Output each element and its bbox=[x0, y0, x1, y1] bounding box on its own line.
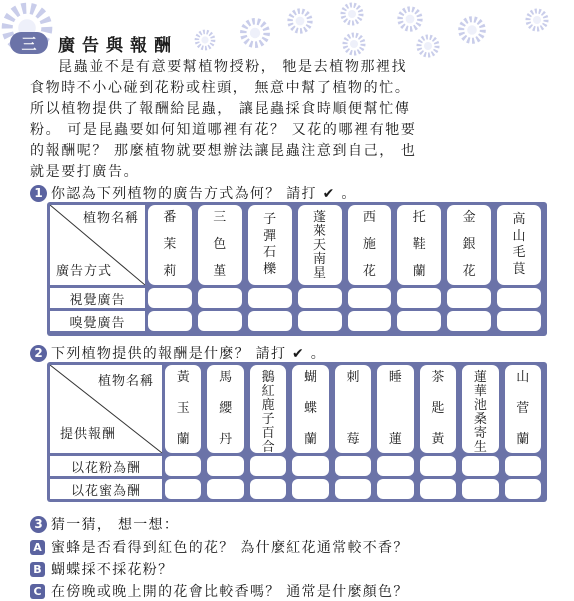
plant-name-char: 萊 bbox=[313, 224, 327, 239]
plant-name-char: 花 bbox=[462, 264, 476, 279]
plant-name-column bbox=[198, 205, 242, 285]
section-number: 三 bbox=[10, 32, 48, 54]
plant-name-char: 茉 bbox=[163, 237, 177, 252]
question-number: 1 bbox=[30, 185, 47, 202]
answer-checkbox[interactable] bbox=[377, 456, 413, 476]
plant-name-column bbox=[348, 205, 392, 285]
plant-name-char: 茛 bbox=[512, 261, 526, 277]
plant-name-char: 黃 bbox=[431, 432, 445, 447]
option-text: 在傍晚或晚上開的花會比較香嗎？ 通常是什麼顏色？ bbox=[51, 584, 409, 600]
section-header bbox=[10, 30, 178, 56]
answer-checkbox[interactable] bbox=[447, 311, 491, 331]
plant-name-char: 百 bbox=[261, 426, 275, 441]
plant-name-column bbox=[497, 205, 541, 285]
plant-name-char: 蝴 bbox=[304, 370, 318, 385]
plant-name-char: 蓮 bbox=[473, 370, 487, 385]
answer-checkbox[interactable] bbox=[292, 456, 328, 476]
plant-name-char: 紅 bbox=[261, 384, 275, 399]
plant-name-column bbox=[165, 365, 201, 453]
plant-name-char: 花 bbox=[362, 264, 376, 279]
plant-name-column bbox=[250, 365, 286, 453]
intro-line: 昆蟲並不是有意要幫植物授粉， 牠是去植物那裡找 bbox=[58, 59, 408, 75]
plant-name-char: 鹿 bbox=[261, 398, 275, 413]
plant-name-char: 山 bbox=[516, 370, 530, 385]
plant-name-char: 華 bbox=[473, 384, 487, 399]
plant-name-char: 蘭 bbox=[304, 432, 318, 447]
plant-name-char: 彈 bbox=[263, 228, 277, 244]
question-2 bbox=[30, 343, 326, 363]
plant-name-char: 蓮 bbox=[388, 432, 402, 447]
plant-name-char: 番 bbox=[163, 210, 177, 225]
answer-checkbox[interactable] bbox=[397, 288, 441, 308]
answer-checkbox[interactable] bbox=[165, 456, 201, 476]
plant-name-column bbox=[335, 365, 371, 453]
plant-name-column bbox=[447, 205, 491, 285]
plant-name-char: 石 bbox=[263, 245, 277, 261]
plant-name-char: 馬 bbox=[219, 370, 233, 385]
section-title: 廣告與報酬 bbox=[58, 35, 178, 56]
answer-checkbox[interactable] bbox=[207, 456, 243, 476]
answer-checkbox[interactable] bbox=[207, 479, 243, 499]
plant-name-char: 池 bbox=[473, 398, 487, 413]
plant-name-char: 丹 bbox=[219, 432, 233, 447]
plant-name-char: 山 bbox=[512, 228, 526, 244]
answer-checkbox[interactable] bbox=[198, 311, 242, 331]
plant-name-char: 鞋 bbox=[412, 237, 426, 252]
plant-name-column bbox=[505, 365, 541, 453]
plant-name-char: 刺 bbox=[346, 370, 360, 385]
answer-checkbox[interactable] bbox=[462, 456, 498, 476]
plant-name-char: 西 bbox=[362, 210, 376, 225]
plant-name-char: 子 bbox=[263, 212, 277, 228]
answer-checkbox[interactable] bbox=[420, 479, 456, 499]
plant-name-char: 子 bbox=[261, 412, 275, 427]
answer-checkbox[interactable] bbox=[397, 311, 441, 331]
plant-name-char: 高 bbox=[512, 212, 526, 228]
ad-table bbox=[47, 202, 547, 336]
intro-line: 的報酬呢？ 那麼植物就要想辦法讓昆蟲注意到自己， 也 bbox=[30, 143, 417, 159]
plant-name-column bbox=[207, 365, 243, 453]
plant-name-char: 三 bbox=[213, 210, 227, 225]
plant-name-char: 南 bbox=[313, 252, 327, 267]
answer-checkbox[interactable] bbox=[335, 456, 371, 476]
plant-name-column bbox=[298, 205, 342, 285]
plant-name-char: 蓬 bbox=[313, 210, 327, 225]
plant-name-char: 黃 bbox=[176, 370, 190, 385]
plant-name-char: 茶 bbox=[431, 370, 445, 385]
question-text: 下列植物提供的報酬是什麼？ 請打 ✔ 。 bbox=[51, 346, 327, 362]
corner-top-label: 植物名稱 bbox=[97, 374, 154, 389]
plant-name-char: 蝶 bbox=[304, 401, 318, 416]
answer-checkbox[interactable] bbox=[505, 479, 541, 499]
answer-checkbox[interactable] bbox=[505, 456, 541, 476]
answer-checkbox[interactable] bbox=[447, 288, 491, 308]
row-label: 視覺廣告 bbox=[50, 288, 145, 308]
plant-name-column bbox=[462, 365, 498, 453]
answer-checkbox[interactable] bbox=[298, 311, 342, 331]
question-1 bbox=[30, 183, 357, 203]
answer-checkbox[interactable] bbox=[250, 456, 286, 476]
corner-bottom-label: 廣告方式 bbox=[56, 264, 113, 279]
plant-name-char: 莓 bbox=[346, 432, 360, 447]
plant-name-char: 金 bbox=[462, 210, 476, 225]
plant-name-char: 合 bbox=[261, 440, 275, 455]
plant-name-char: 寄 bbox=[473, 426, 487, 441]
plant-name-column bbox=[420, 365, 456, 453]
plant-name-char: 托 bbox=[412, 210, 426, 225]
intro-line: 食物時不小心碰到花粉或柱頭， 無意中幫了植物的忙。 bbox=[30, 80, 411, 96]
answer-checkbox[interactable] bbox=[497, 311, 541, 331]
intro-line: 粉。 可是昆蟲要如何知道哪裡有花？ 又花的哪裡有牠要 bbox=[30, 122, 417, 138]
answer-checkbox[interactable] bbox=[462, 479, 498, 499]
plant-name-char: 天 bbox=[313, 238, 327, 253]
plant-name-char: 蘭 bbox=[412, 264, 426, 279]
option-badge: A bbox=[30, 540, 45, 555]
row-label: 嗅覺廣告 bbox=[50, 311, 145, 331]
answer-checkbox[interactable] bbox=[348, 311, 392, 331]
answer-checkbox[interactable] bbox=[250, 479, 286, 499]
question-text: 猜一猜， 想一想： bbox=[51, 517, 180, 533]
plant-name-char: 睡 bbox=[388, 370, 402, 385]
plant-name-column bbox=[148, 205, 192, 285]
answer-checkbox[interactable] bbox=[377, 479, 413, 499]
table-corner bbox=[50, 365, 162, 453]
plant-name-char: 色 bbox=[213, 237, 227, 252]
plant-name-char: 毛 bbox=[512, 245, 526, 261]
question-text: 你認為下列植物的廣告方式為何？ 請打 ✔ 。 bbox=[51, 186, 357, 202]
answer-checkbox[interactable] bbox=[148, 288, 192, 308]
plant-name-char: 銀 bbox=[462, 237, 476, 252]
question-number: 2 bbox=[30, 345, 47, 362]
plant-name-char: 施 bbox=[362, 237, 376, 252]
corner-top-label: 植物名稱 bbox=[83, 211, 140, 226]
plant-name-char: 生 bbox=[473, 440, 487, 455]
plant-name-column bbox=[248, 205, 292, 285]
answer-checkbox[interactable] bbox=[497, 288, 541, 308]
answer-checkbox[interactable] bbox=[292, 479, 328, 499]
row-label: 以花蜜為酬 bbox=[50, 479, 162, 499]
table-corner bbox=[50, 205, 145, 285]
answer-checkbox[interactable] bbox=[248, 311, 292, 331]
plant-name-char: 堇 bbox=[213, 264, 227, 279]
plant-name-char: 纓 bbox=[219, 401, 233, 416]
corner-bottom-label: 提供報酬 bbox=[60, 427, 117, 442]
plant-name-char: 櫟 bbox=[263, 261, 277, 277]
question-3-item bbox=[30, 537, 409, 557]
plant-name-char: 菅 bbox=[516, 401, 530, 416]
intro-line: 所以植物提供了報酬給昆蟲， 讓昆蟲採食時順便幫忙傳 bbox=[30, 101, 411, 117]
answer-checkbox[interactable] bbox=[165, 479, 201, 499]
plant-name-char: 星 bbox=[313, 266, 327, 281]
question-3 bbox=[30, 514, 179, 534]
answer-checkbox[interactable] bbox=[148, 311, 192, 331]
answer-checkbox[interactable] bbox=[420, 456, 456, 476]
option-badge: B bbox=[30, 562, 45, 577]
reward-table bbox=[47, 362, 547, 502]
option-badge: C bbox=[30, 584, 45, 599]
answer-checkbox[interactable] bbox=[335, 479, 371, 499]
answer-checkbox[interactable] bbox=[348, 288, 392, 308]
plant-name-char: 蘭 bbox=[176, 432, 190, 447]
answer-checkbox[interactable] bbox=[248, 288, 292, 308]
plant-name-column bbox=[397, 205, 441, 285]
option-text: 蜜蜂是否看得到紅色的花？ 為什麼紅花通常較不香？ bbox=[51, 540, 409, 556]
row-label: 以花粉為酬 bbox=[50, 456, 162, 476]
plant-name-char: 桑 bbox=[473, 412, 487, 427]
plant-name-char: 莉 bbox=[163, 264, 177, 279]
answer-checkbox[interactable] bbox=[298, 288, 342, 308]
intro-line: 就是要打廣告。 bbox=[30, 164, 140, 180]
intro-paragraph bbox=[30, 57, 558, 183]
plant-name-column bbox=[292, 365, 328, 453]
plant-name-char: 鵝 bbox=[261, 370, 275, 385]
question-3-item bbox=[30, 559, 173, 579]
answer-checkbox[interactable] bbox=[198, 288, 242, 308]
plant-name-column bbox=[377, 365, 413, 453]
plant-name-char: 匙 bbox=[431, 401, 445, 416]
plant-name-char: 蘭 bbox=[516, 432, 530, 447]
question-3-item bbox=[30, 581, 409, 601]
plant-name-char: 玉 bbox=[176, 401, 190, 416]
question-number: 3 bbox=[30, 516, 47, 533]
option-text: 蝴蝶採不採花粉？ bbox=[51, 562, 174, 578]
